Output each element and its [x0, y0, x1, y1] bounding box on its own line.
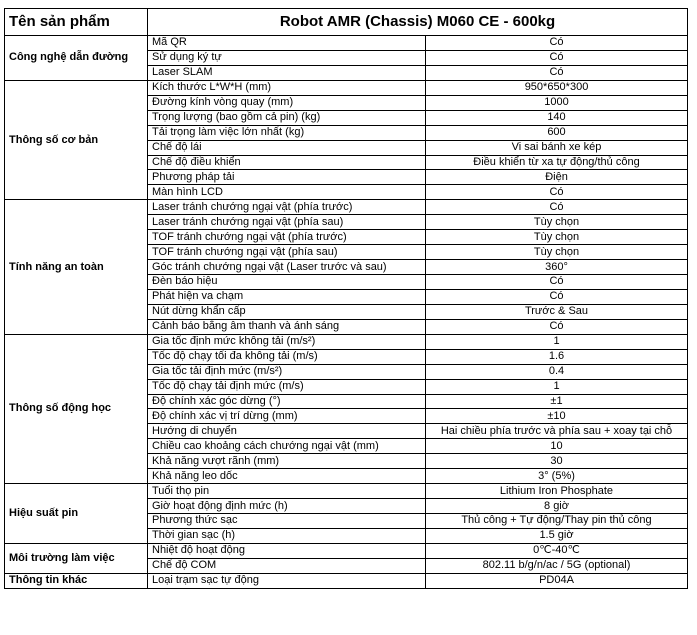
spec-value: Tùy chọn — [426, 245, 688, 260]
spec-value: Có — [426, 289, 688, 304]
group-label: Thông số cơ bản — [5, 80, 148, 200]
spec-value: Hai chiều phía trước và phía sau + xoay tại chỗ — [426, 424, 688, 439]
spec-label: Phương pháp tải — [148, 170, 426, 185]
spec-row — [5, 334, 688, 349]
spec-table-body — [5, 9, 688, 589]
spec-value: 8 giờ — [426, 499, 688, 514]
header-row — [5, 9, 688, 36]
spec-row — [5, 200, 688, 215]
spec-label: Góc tránh chướng ngại vật (Laser trước và sau) — [148, 260, 426, 275]
spec-value: 360° — [426, 260, 688, 275]
spec-label: Cảnh báo bằng âm thanh và ánh sáng — [148, 319, 426, 334]
spec-row — [5, 573, 688, 588]
spec-label: Laser SLAM — [148, 65, 426, 80]
group-label: Môi trường làm việc — [5, 543, 148, 573]
spec-row — [5, 80, 688, 95]
group-label: Thông tin khác — [5, 573, 148, 588]
spec-label: Gia tốc tải định mức (m/s²) — [148, 364, 426, 379]
spec-value: 950*650*300 — [426, 80, 688, 95]
group-label: Hiệu suất pin — [5, 484, 148, 544]
spec-value: Có — [426, 36, 688, 51]
spec-value: Tùy chọn — [426, 215, 688, 230]
spec-value: 1.5 giờ — [426, 528, 688, 543]
spec-value: Thủ công + Tự động/Thay pin thủ công — [426, 514, 688, 529]
spec-value: ±10 — [426, 409, 688, 424]
spec-value: PD04A — [426, 573, 688, 588]
spec-label: Chế độ lái — [148, 140, 426, 155]
spec-label: Khả năng vượt rãnh (mm) — [148, 454, 426, 469]
spec-value: 140 — [426, 110, 688, 125]
group-label: Công nghệ dẫn đường — [5, 36, 148, 81]
spec-value: ±1 — [426, 394, 688, 409]
spec-label: Tốc độ chạy tải định mức (m/s) — [148, 379, 426, 394]
spec-value: 802.11 b/g/n/ac / 5G (optional) — [426, 558, 688, 573]
group-label: Thông số động học — [5, 334, 148, 483]
spec-value: Điều khiển từ xa tự động/thủ công — [426, 155, 688, 170]
spec-value: 1.6 — [426, 349, 688, 364]
spec-label: Mã QR — [148, 36, 426, 51]
spec-value: Có — [426, 65, 688, 80]
spec-value: Có — [426, 319, 688, 334]
spec-label: Gia tốc định mức không tải (m/s²) — [148, 334, 426, 349]
spec-label: Chế độ điều khiển — [148, 155, 426, 170]
spec-label: Độ chính xác vị trí dừng (mm) — [148, 409, 426, 424]
spec-value: Có — [426, 50, 688, 65]
spec-value: Vi sai bánh xe kép — [426, 140, 688, 155]
spec-value: 30 — [426, 454, 688, 469]
spec-row — [5, 36, 688, 51]
spec-value: 600 — [426, 125, 688, 140]
spec-label: Tuổi thọ pin — [148, 484, 426, 499]
spec-value: 1000 — [426, 95, 688, 110]
spec-label: Chế độ COM — [148, 558, 426, 573]
spec-label: Hướng di chuyển — [148, 424, 426, 439]
group-label: Tính năng an toàn — [5, 200, 148, 334]
spec-label: Màn hình LCD — [148, 185, 426, 200]
spec-label: Laser tránh chướng ngại vật (phía trước) — [148, 200, 426, 215]
spec-label: Tốc độ chạy tối đa không tải (m/s) — [148, 349, 426, 364]
spec-label: Nhiệt độ hoạt động — [148, 543, 426, 558]
spec-value: Có — [426, 275, 688, 290]
spec-row — [5, 543, 688, 558]
spec-label: Sử dụng ký tự — [148, 50, 426, 65]
spec-value: Tùy chọn — [426, 230, 688, 245]
spec-label: TOF tránh chướng ngại vật (phía sau) — [148, 245, 426, 260]
spec-value: 10 — [426, 439, 688, 454]
spec-label: Laser tránh chướng ngại vật (phía sau) — [148, 215, 426, 230]
spec-label: Giờ hoạt động định mức (h) — [148, 499, 426, 514]
spec-label: Thời gian sạc (h) — [148, 528, 426, 543]
spec-row — [5, 484, 688, 499]
spec-value: 0℃-40℃ — [426, 543, 688, 558]
spec-value: Trước & Sau — [426, 304, 688, 319]
spec-label: TOF tránh chướng ngại vật (phía trước) — [148, 230, 426, 245]
spec-value: Có — [426, 185, 688, 200]
product-name-label: Tên sản phẩm — [5, 9, 148, 36]
spec-table — [4, 8, 688, 589]
spec-label: Tải trọng làm việc lớn nhất (kg) — [148, 125, 426, 140]
spec-value: 3° (5%) — [426, 469, 688, 484]
spec-label: Trọng lượng (bao gồm cả pin) (kg) — [148, 110, 426, 125]
spec-value: Điện — [426, 170, 688, 185]
spec-label: Phát hiện va chạm — [148, 289, 426, 304]
spec-label: Độ chính xác góc dừng (°) — [148, 394, 426, 409]
product-title: Robot AMR (Chassis) M060 CE - 600kg — [148, 9, 688, 36]
spec-value: 1 — [426, 379, 688, 394]
spec-label: Loại trạm sạc tự động — [148, 573, 426, 588]
spec-value: Có — [426, 200, 688, 215]
spec-label: Phương thức sạc — [148, 514, 426, 529]
spec-value: 1 — [426, 334, 688, 349]
spec-value: 0.4 — [426, 364, 688, 379]
spec-label: Kích thước L*W*H (mm) — [148, 80, 426, 95]
spec-value: Lithium Iron Phosphate — [426, 484, 688, 499]
spec-label: Khả năng leo dốc — [148, 469, 426, 484]
spec-label: Đường kính vòng quay (mm) — [148, 95, 426, 110]
spec-label: Chiều cao khoảng cách chướng ngại vật (mm) — [148, 439, 426, 454]
spec-label: Đèn báo hiệu — [148, 275, 426, 290]
spec-label: Nút dừng khẩn cấp — [148, 304, 426, 319]
